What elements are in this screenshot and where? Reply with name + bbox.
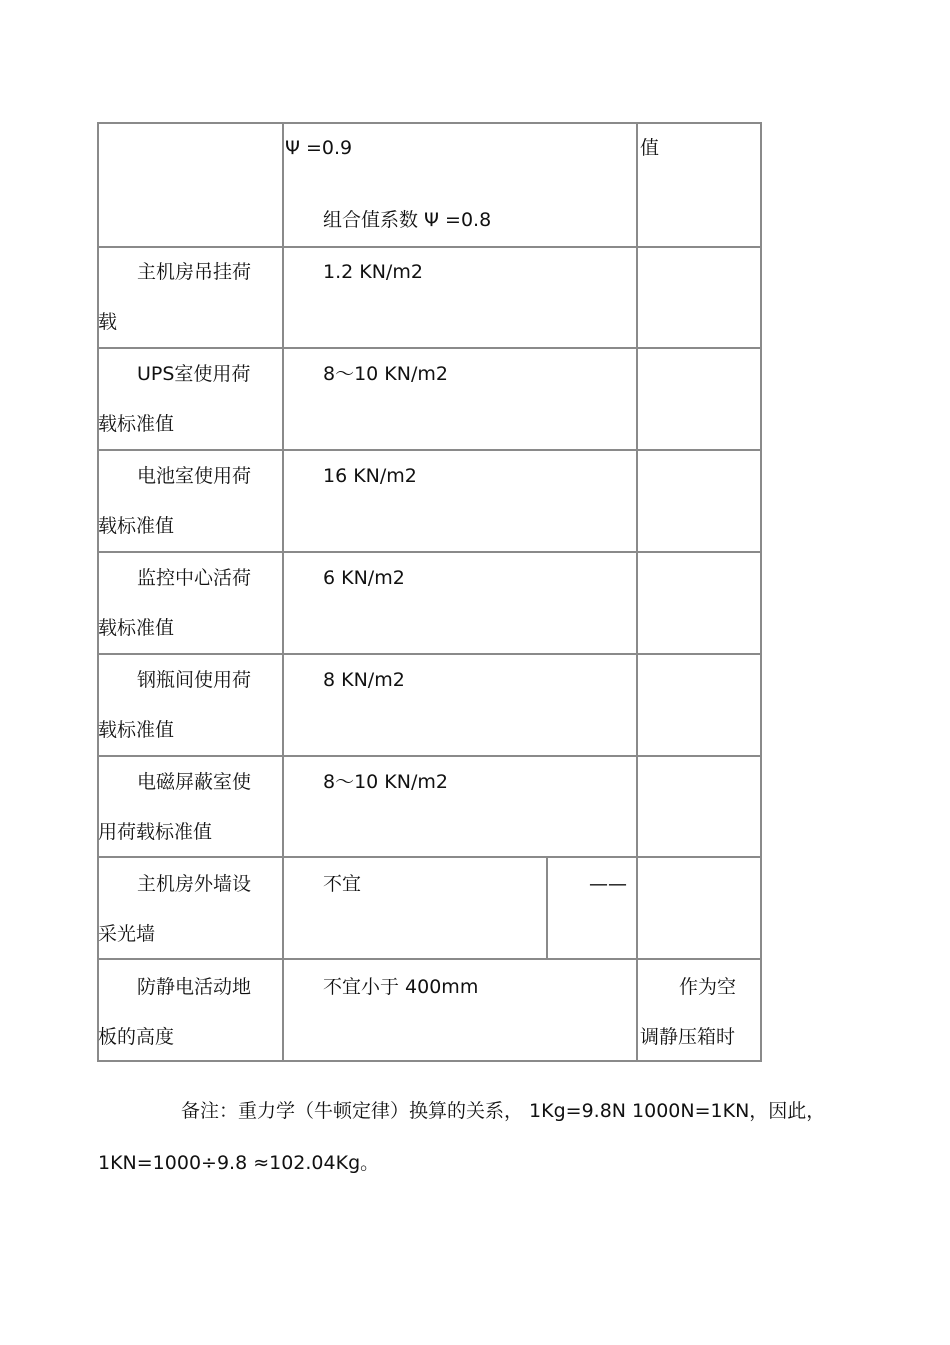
item-value: 不宜: [323, 873, 362, 895]
item-value: 8 KN/m2: [323, 669, 405, 691]
table-rule: [760, 122, 762, 1062]
table-rule: [97, 1060, 762, 1062]
table-rule: [97, 755, 762, 757]
item-value-extra: ——: [589, 873, 627, 895]
item-label: 防静电活动地: [137, 976, 252, 998]
note-line: 备注：重力学（牛顿定律）换算的关系， 1Kg=9.8N 1000N=1KN，因此，: [181, 1100, 826, 1122]
item-label: 板的高度: [98, 1026, 175, 1048]
table-rule: [97, 958, 762, 960]
item-value: 1.2 KN/m2: [323, 261, 423, 283]
item-label: 采光墙: [98, 923, 156, 945]
item-value: 16 KN/m2: [323, 465, 417, 487]
item-value: 8～10 KN/m2: [323, 363, 448, 385]
table-rule: [97, 551, 762, 553]
item-label: 载标准值: [98, 413, 175, 435]
note-line: 1KN=1000÷9.8 ≈102.04Kg。: [98, 1152, 380, 1174]
table-rule: [97, 653, 762, 655]
coefficient-text: 组合值系数 Ψ =0.8: [323, 209, 492, 231]
table-rule: [97, 246, 762, 248]
remark-text: 作为空: [679, 976, 737, 998]
table-rule: [97, 449, 762, 451]
item-label: 载标准值: [98, 617, 175, 639]
table-rule: [97, 122, 762, 124]
table-rule: [97, 347, 762, 349]
table-rule: [636, 122, 638, 1062]
item-label: 载标准值: [98, 515, 175, 537]
table-rule: [97, 122, 99, 1062]
load-table: [97, 122, 762, 1062]
item-label: 钢瓶间使用荷: [137, 669, 252, 691]
item-value: 6 KN/m2: [323, 567, 405, 589]
item-label: 载标准值: [98, 719, 175, 741]
remark-text: 调静压箱时: [640, 1026, 736, 1048]
item-label: 主机房外墙设: [137, 873, 252, 895]
item-label: 电池室使用荷: [137, 465, 252, 487]
item-value: 不宜小于 400mm: [323, 976, 479, 998]
item-label: 监控中心活荷: [137, 567, 252, 589]
table-rule: [97, 856, 762, 858]
item-label: 主机房吊挂荷: [137, 261, 252, 283]
coefficient-text: Ψ =0.9: [285, 137, 353, 159]
item-label: 电磁屏蔽室使: [137, 771, 252, 793]
remark-text: 值: [640, 137, 660, 159]
item-value: 8～10 KN/m2: [323, 771, 448, 793]
table-rule: [546, 856, 548, 959]
item-label: 用荷载标准值: [98, 821, 213, 843]
item-label: UPS室使用荷: [137, 363, 251, 385]
item-label: 载: [98, 311, 118, 333]
table-rule: [282, 122, 284, 1062]
